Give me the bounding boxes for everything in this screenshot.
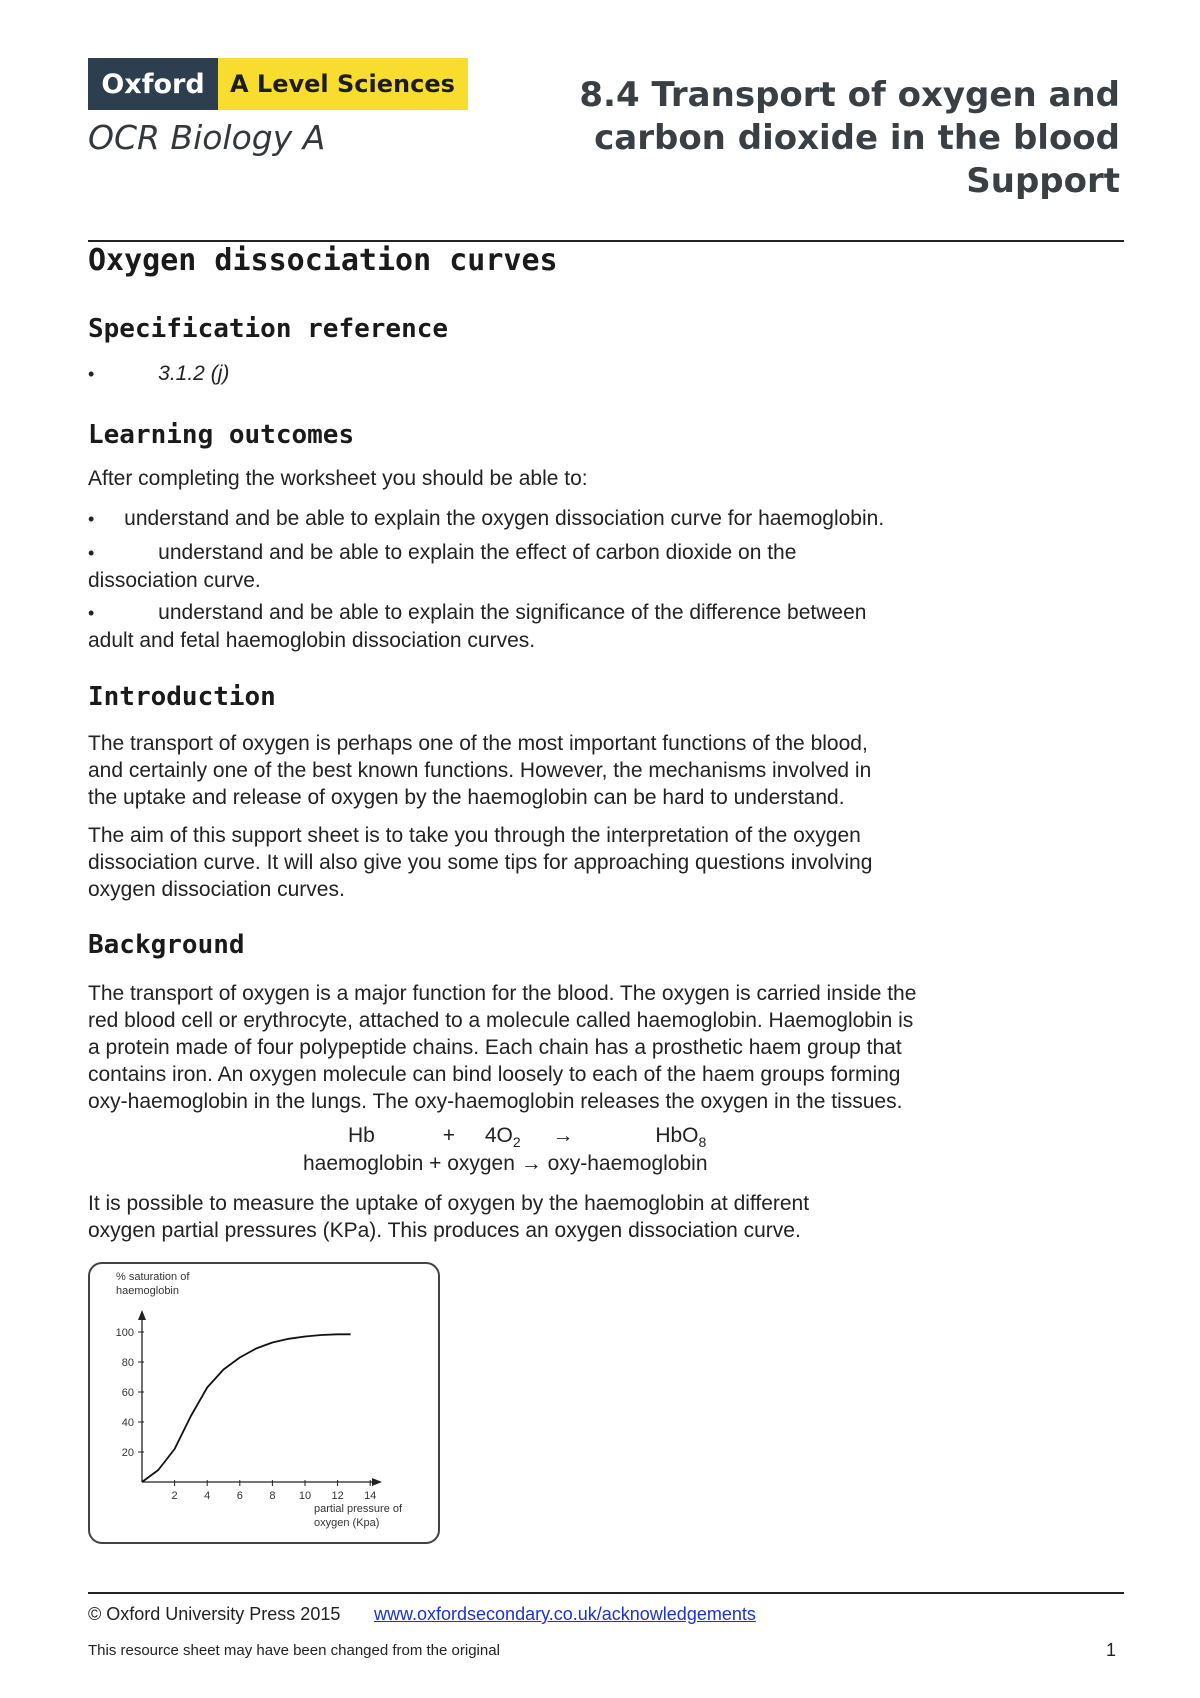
topic-line: carbon dioxide in the blood [594, 118, 1120, 158]
x-tick-label: 10 [298, 1490, 312, 1502]
eq-hb: Hb [348, 1124, 375, 1147]
y-tick-label: 100 [115, 1327, 134, 1339]
y-tick-label: 60 [121, 1387, 134, 1399]
x-axis-label: oxygen (Kpa) [314, 1517, 380, 1529]
outcome-text: adult and fetal haemoglobin dissociation curves. [88, 629, 536, 652]
text-line: The transport of oxygen is perhaps one of the most important functions of the blood, [88, 732, 868, 755]
text-line: contains iron. An oxygen molecule can bind loosely to each of the haem groups forming [88, 1063, 901, 1086]
equation-words: haemoglobin + oxygen → oxy-haemoglobin [303, 1152, 708, 1175]
footer-divider [88, 1592, 1124, 1594]
page-title: Oxygen dissociation curves [88, 243, 558, 278]
arrow-icon: → [552, 1124, 574, 1147]
x-tick-label: 14 [364, 1490, 377, 1502]
outcome-item [88, 505, 1018, 533]
x-tick-label: 8 [269, 1490, 276, 1502]
text-line: a protein made of four polypeptide chains. Each chain has a prosthetic haem group that [88, 1036, 902, 1059]
spec-code: 3.1.2 (j) [158, 362, 230, 385]
introduction-heading: Introduction [88, 682, 276, 712]
acknowledgements-link[interactable]: www.oxfordsecondary.co.uk/acknowledgements [374, 1604, 756, 1624]
x-tick-label: 2 [171, 1490, 178, 1502]
outcome-item [88, 539, 1018, 594]
y-axis-arrow-icon [138, 1310, 146, 1320]
spec-heading: Specification reference [88, 314, 449, 344]
dissociation-chart [88, 1262, 440, 1544]
topic-title [579, 74, 1120, 203]
text-line: red blood cell or erythrocyte, attached to a molecule called haemoglobin. Haemoglobin is [88, 1009, 914, 1032]
outcome-text: understand and be able to explain the effect of carbon dioxide on the [158, 541, 797, 564]
y-axis-label: haemoglobin [116, 1285, 179, 1297]
text-line: It is possible to measure the uptake of oxygen by the haemoglobin at different [88, 1192, 810, 1215]
background-heading: Background [88, 930, 245, 960]
text-line: oxygen dissociation curves. [88, 878, 345, 901]
introduction-paragraph [88, 822, 1018, 903]
x-tick-label: 12 [331, 1490, 344, 1502]
y-axis-label: % saturation of [116, 1271, 190, 1283]
outcome-item [88, 599, 1018, 654]
chart-svg [90, 1264, 438, 1542]
acknowledgements-link-wrap [374, 1604, 756, 1625]
introduction-paragraph [88, 730, 1018, 811]
eq-subscript: 2 [512, 1134, 521, 1151]
eq-subscript: 8 [698, 1134, 707, 1151]
x-tick-label: 4 [204, 1490, 211, 1502]
outcome-text: understand and be able to explain the oxygen dissociation curve for haemoglobin. [124, 507, 885, 530]
spec-item [88, 360, 1018, 388]
topic-line: 8.4 Transport of oxygen and [579, 75, 1120, 115]
outcomes-heading: Learning outcomes [88, 420, 355, 450]
copyright-text: © Oxford University Press 2015 [88, 1604, 341, 1624]
bullet-icon: • [88, 364, 95, 384]
change-notice: This resource sheet may have been changed from the original [88, 1642, 500, 1659]
text-line: dissociation curve. It will also give you some tips for approaching questions involving [88, 851, 873, 874]
text-line: The aim of this support sheet is to take you through the interpretation of the oxygen [88, 824, 861, 847]
topic-line: Support [966, 161, 1120, 201]
header-divider [88, 240, 1124, 242]
bullet-icon: • [88, 603, 95, 623]
eq-oxygen: 4O [484, 1124, 513, 1147]
text-line: oxy-haemoglobin in the lungs. The oxy-haemoglobin releases the oxygen in the tissues. [88, 1090, 903, 1113]
eq-product: HbO [655, 1124, 699, 1147]
outcome-text: understand and be able to explain the significance of the difference between [158, 601, 867, 624]
background-paragraph [88, 980, 1018, 1115]
equation-symbols [348, 1124, 706, 1150]
background-paragraph [88, 1190, 1018, 1244]
dissociation-curve [142, 1334, 351, 1482]
text-line: The transport of oxygen is a major function for the blood. The oxygen is carried inside the [88, 982, 917, 1005]
course-title: OCR Biology A [88, 118, 326, 157]
page-number: 1 [1106, 1640, 1117, 1660]
logo-series-text: A Level Sciences [218, 58, 468, 110]
logo-oxford-text: Oxford [88, 58, 218, 110]
text-line: the uptake and release of oxygen by the haemoglobin can be hard to understand. [88, 786, 845, 809]
outcome-text: dissociation curve. [88, 569, 261, 592]
outcomes-intro: After completing the worksheet you should be able to: [88, 467, 588, 490]
x-tick-label: 6 [236, 1490, 243, 1502]
bullet-icon: • [88, 509, 95, 529]
x-axis-arrow-icon [372, 1478, 382, 1486]
x-axis-label: partial pressure of [314, 1503, 403, 1515]
oxford-logo [88, 58, 468, 110]
y-tick-label: 40 [121, 1417, 134, 1429]
bullet-icon: • [88, 543, 95, 563]
y-tick-label: 80 [121, 1357, 134, 1369]
y-tick-label: 20 [121, 1447, 134, 1459]
text-line: and certainly one of the best known functions. However, the mechanisms involved in [88, 759, 872, 782]
text-line: oxygen partial pressures (KPa). This produces an oxygen dissociation curve. [88, 1219, 801, 1242]
eq-plus: + [442, 1124, 455, 1147]
